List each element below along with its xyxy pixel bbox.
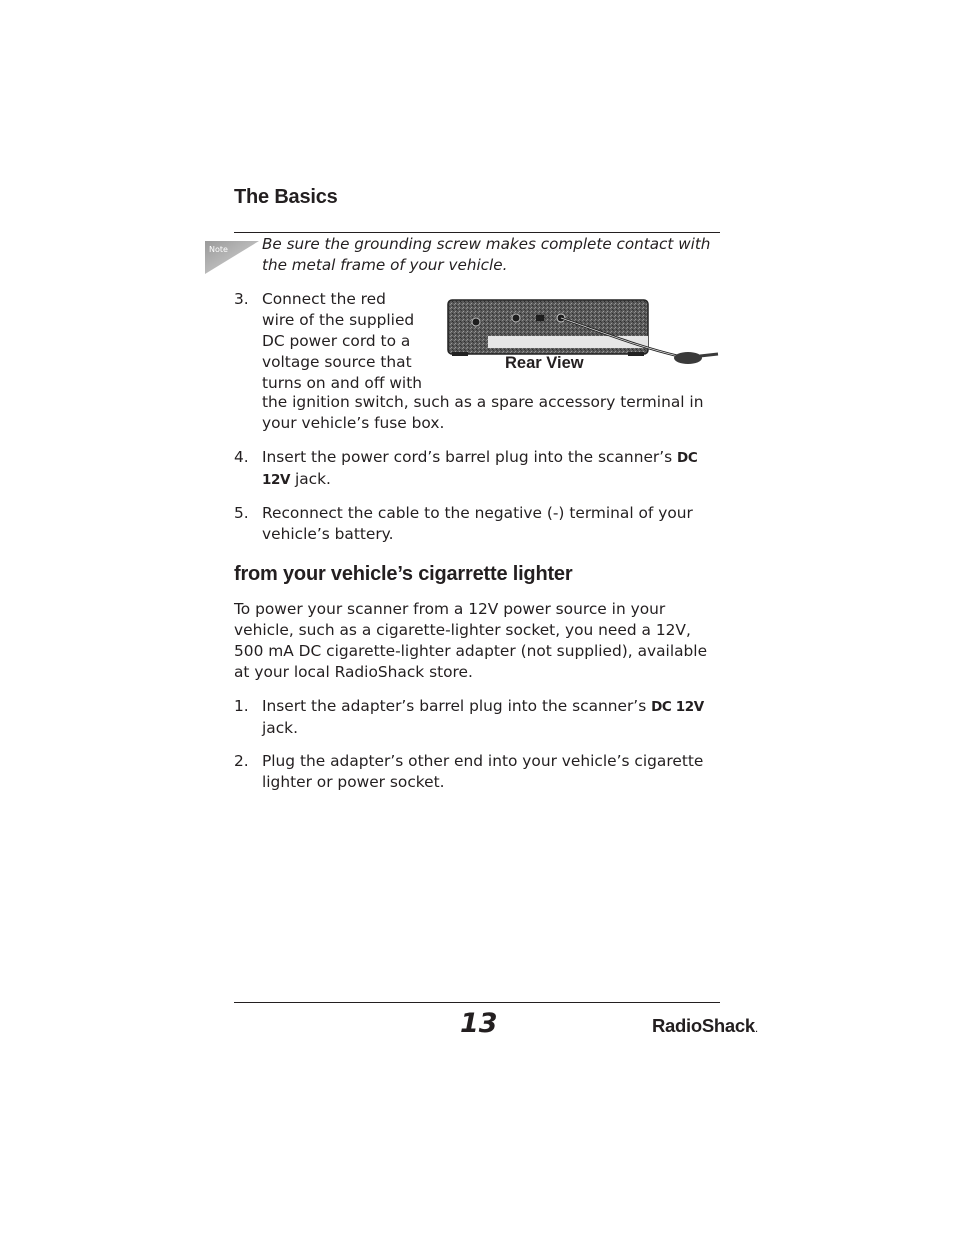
text-line: Connect the red xyxy=(262,290,386,308)
brand-name: RadioShack xyxy=(652,1015,755,1036)
text-segment: Insert the power cord’s barrel plug into the scanner’s xyxy=(262,448,678,466)
step-number: 3. xyxy=(234,290,249,308)
text-line: the ignition switch, such as a spare accessory terminal in xyxy=(262,393,704,411)
text-line: turns on and off with xyxy=(262,374,422,392)
text-segment: jack. xyxy=(262,719,298,737)
text-line: your vehicle’s fuse box. xyxy=(262,414,445,432)
figure-caption: Rear View xyxy=(505,354,584,372)
text-line: wire of the supplied xyxy=(262,311,415,329)
subsection-title: from your vehicle’s cigarrette lighter xyxy=(234,563,573,585)
step-3-text-full xyxy=(262,392,732,434)
note-icon-label: Note xyxy=(209,245,228,254)
text-segment: Insert the adapter’s barrel plug into the scanner’s xyxy=(262,697,652,715)
page-number: 13 xyxy=(460,1008,498,1039)
step-number: 2. xyxy=(234,752,249,770)
step-1-text xyxy=(262,696,712,739)
step-number: 4. xyxy=(234,448,249,466)
step-5-text xyxy=(262,503,712,545)
section-title: The Basics xyxy=(234,186,338,208)
text-line: To power your scanner from a 12V power source in your xyxy=(234,600,666,618)
step-number: 5. xyxy=(234,504,249,522)
text-segment: jack. xyxy=(290,470,331,488)
step-number: 1. xyxy=(234,697,249,715)
text-line: vehicle, such as a cigarette-lighter socket, you need a 12V, xyxy=(234,621,691,639)
text-line: Reconnect the cable to the negative (-) terminal of your xyxy=(262,504,693,522)
note-text: Be sure the grounding screw makes complete contact with the metal frame of your vehicle. xyxy=(262,235,711,274)
intro-paragraph xyxy=(234,599,720,683)
footer-rule xyxy=(234,1002,720,1003)
text-line: 500 mA DC cigarette-lighter adapter (not supplied), available xyxy=(234,642,708,660)
text-line: DC power cord to a xyxy=(262,332,411,350)
step-3-text-wrapped xyxy=(262,289,452,394)
step-2-text xyxy=(262,751,722,793)
jack-label: DC xyxy=(677,450,698,466)
text-line: at your local RadioShack store. xyxy=(234,663,473,681)
header-rule xyxy=(234,232,720,233)
brand-suffix: . xyxy=(754,1021,758,1035)
jack-label: 12V xyxy=(262,472,291,488)
text-line: voltage source that xyxy=(262,353,412,371)
text-line: Plug the adapter’s other end into your vehicle’s cigarette xyxy=(262,752,704,770)
text-line: vehicle’s battery. xyxy=(262,525,394,543)
jack-label: DC 12V xyxy=(651,699,704,715)
text-line: lighter or power socket. xyxy=(262,773,445,791)
brand-logo xyxy=(652,1015,758,1037)
step-4-text xyxy=(262,447,712,491)
